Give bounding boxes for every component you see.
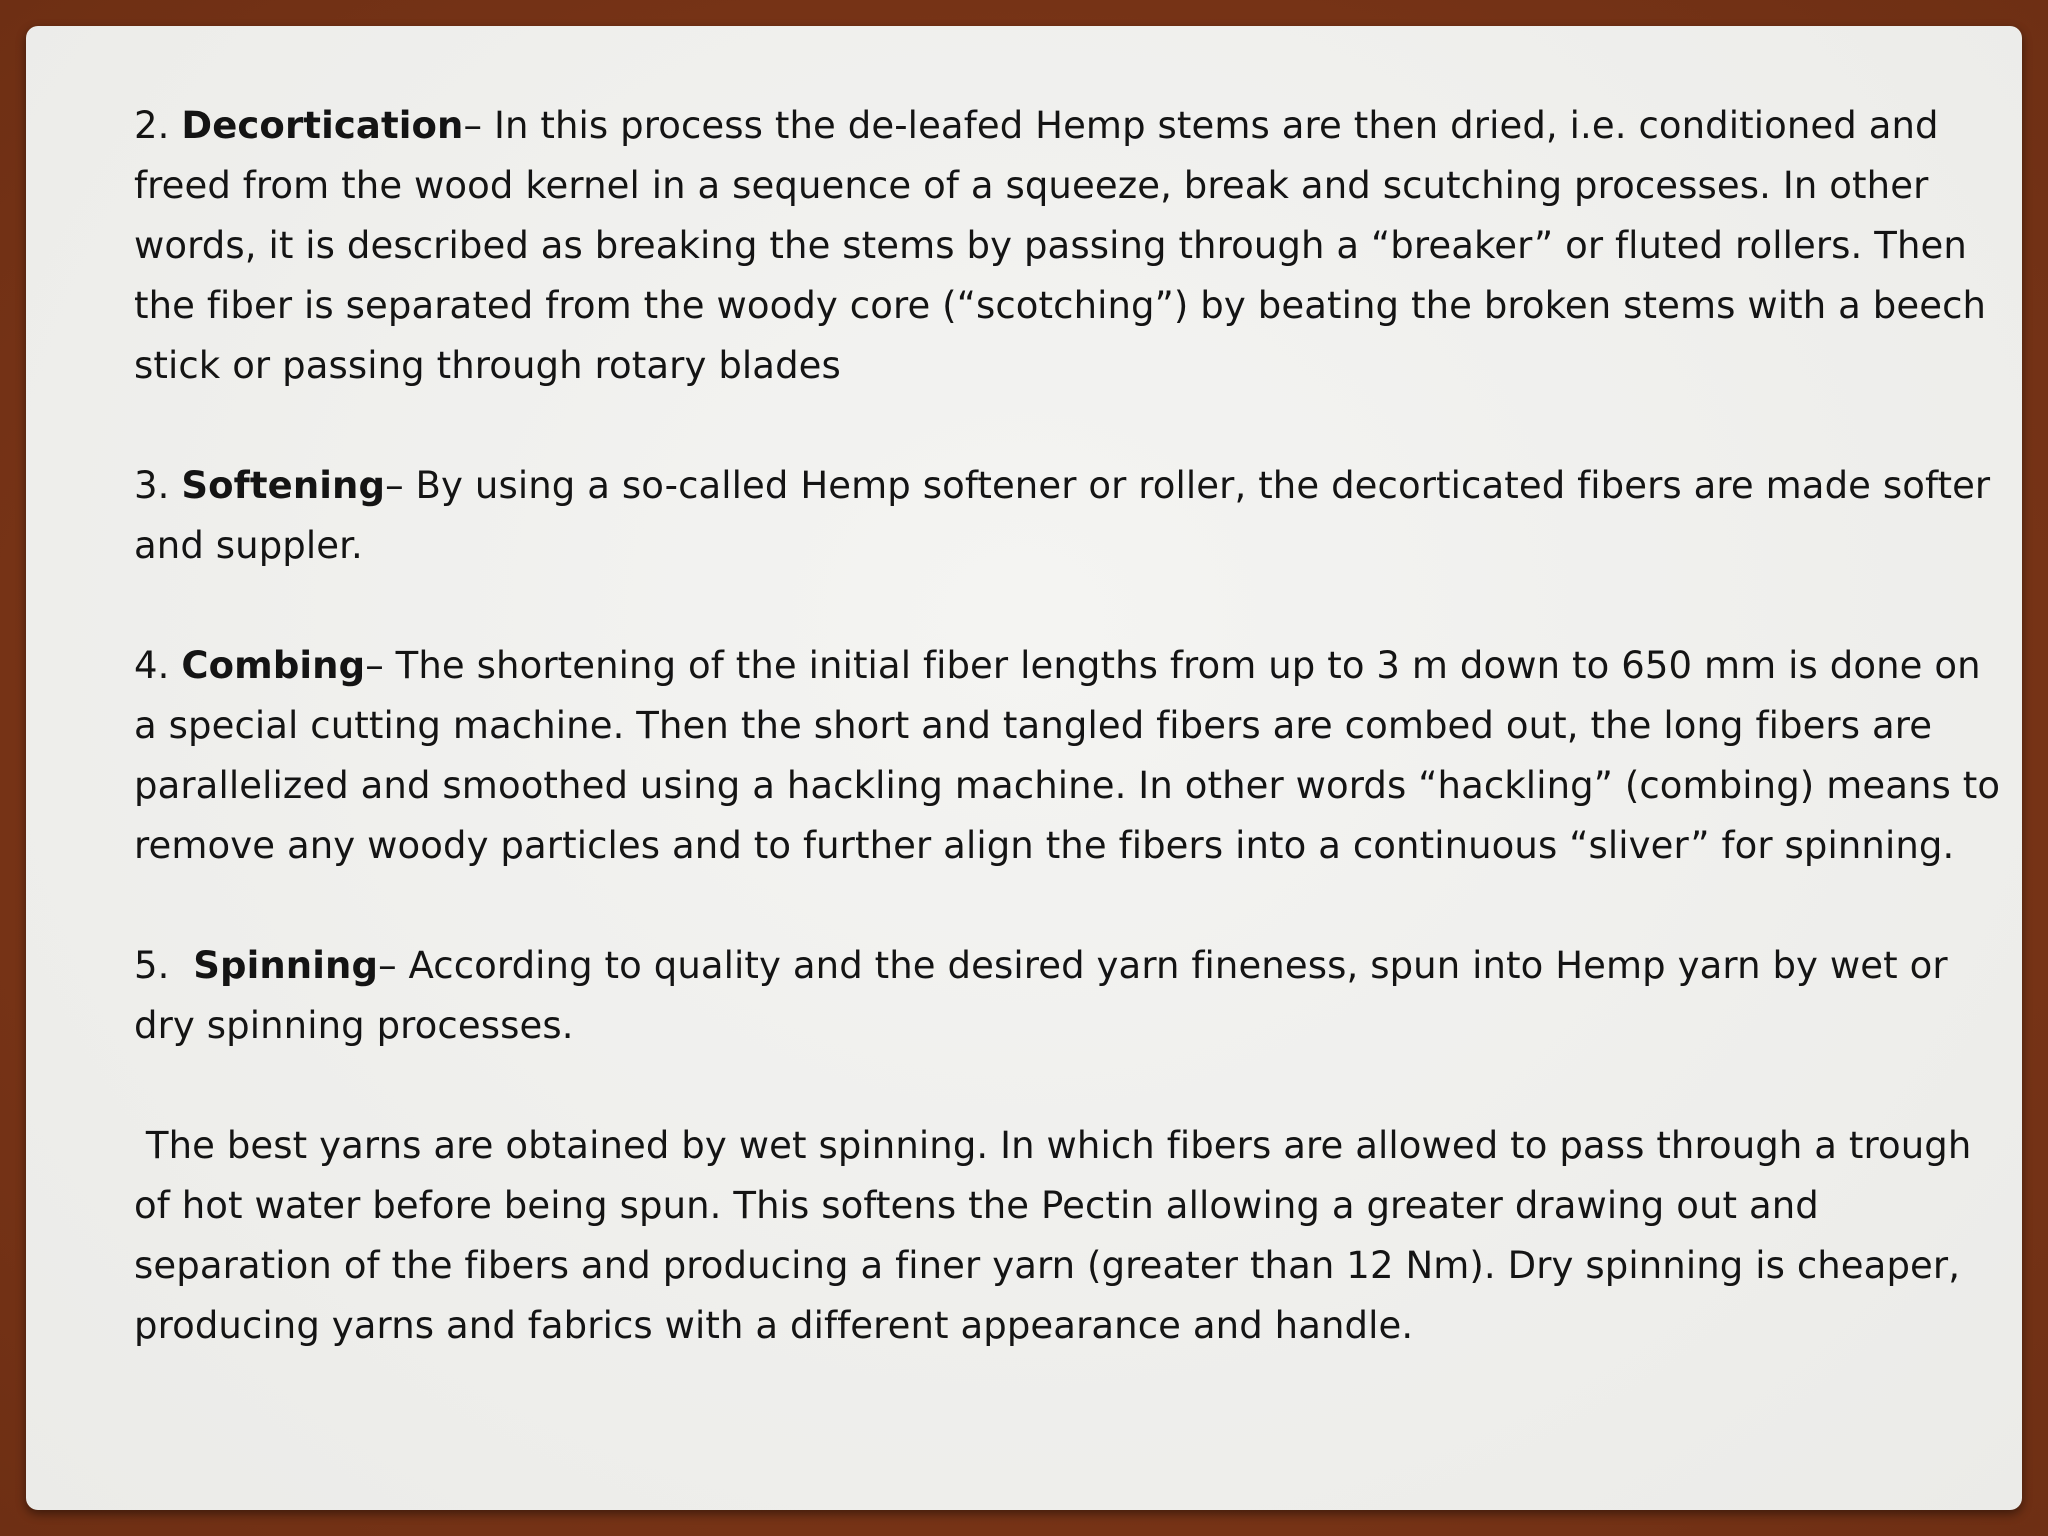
slide-body <box>134 96 2014 1356</box>
paragraph-spacer <box>134 876 2014 936</box>
section-number: 5. <box>134 944 170 987</box>
section-term: Combing <box>181 644 366 687</box>
section-text: – The shortening of the initial fiber lengths from up to 3 m down to 650 mm is done on a special cutting machine. Then the short and tangled fibers are combed out, the long fibers are parallelized and smoothed using a hackling machine. In other words “hackling” (combing) means to remove any woody particles and to further align the fibers into a continuous “sliver” for spinning. <box>134 644 2001 867</box>
slide <box>26 26 2022 1510</box>
section-term: Spinning <box>193 944 379 987</box>
paragraph-spacer <box>134 1056 2014 1116</box>
section-softening <box>134 456 2014 576</box>
section-term: Decortication <box>181 104 464 147</box>
section-decortication <box>134 96 2014 396</box>
section-text: – According to quality and the desired yarn fineness, spun into Hemp yarn by wet or dry spinning processes. <box>134 944 1948 1047</box>
closing-text: The best yarns are obtained by wet spinning. In which fibers are allowed to pass through a trough of hot water before being spun. This softens the Pectin allowing a greater drawing out and separation of the fibers and producing a finer yarn (greater than 12 Nm). Dry spinning is cheaper, producing yarns and fabrics with a different appearance and handle. <box>134 1124 1972 1347</box>
section-spinning <box>134 936 2014 1056</box>
section-combing <box>134 636 2014 876</box>
section-text: – By using a so-called Hemp softener or roller, the decorticated fibers are made softer and suppler. <box>134 464 1991 567</box>
closing-paragraph <box>134 1116 2014 1356</box>
paragraph-spacer <box>134 396 2014 456</box>
section-number: 2. <box>134 104 170 147</box>
section-number: 4. <box>134 644 170 687</box>
section-term: Softening <box>181 464 386 507</box>
section-text: – In this process the de-leafed Hemp stems are then dried, i.e. conditioned and freed from the wood kernel in a sequence of a squeeze, break and scutching processes. In other words, it is described as breaking the stems by passing through a “breaker” or fluted rollers. Then the fiber is separated from the woody core (“scotching”) by beating the broken stems with a beech stick or passing through rotary blades <box>134 104 1987 387</box>
paragraph-spacer <box>134 576 2014 636</box>
section-number: 3. <box>134 464 170 507</box>
